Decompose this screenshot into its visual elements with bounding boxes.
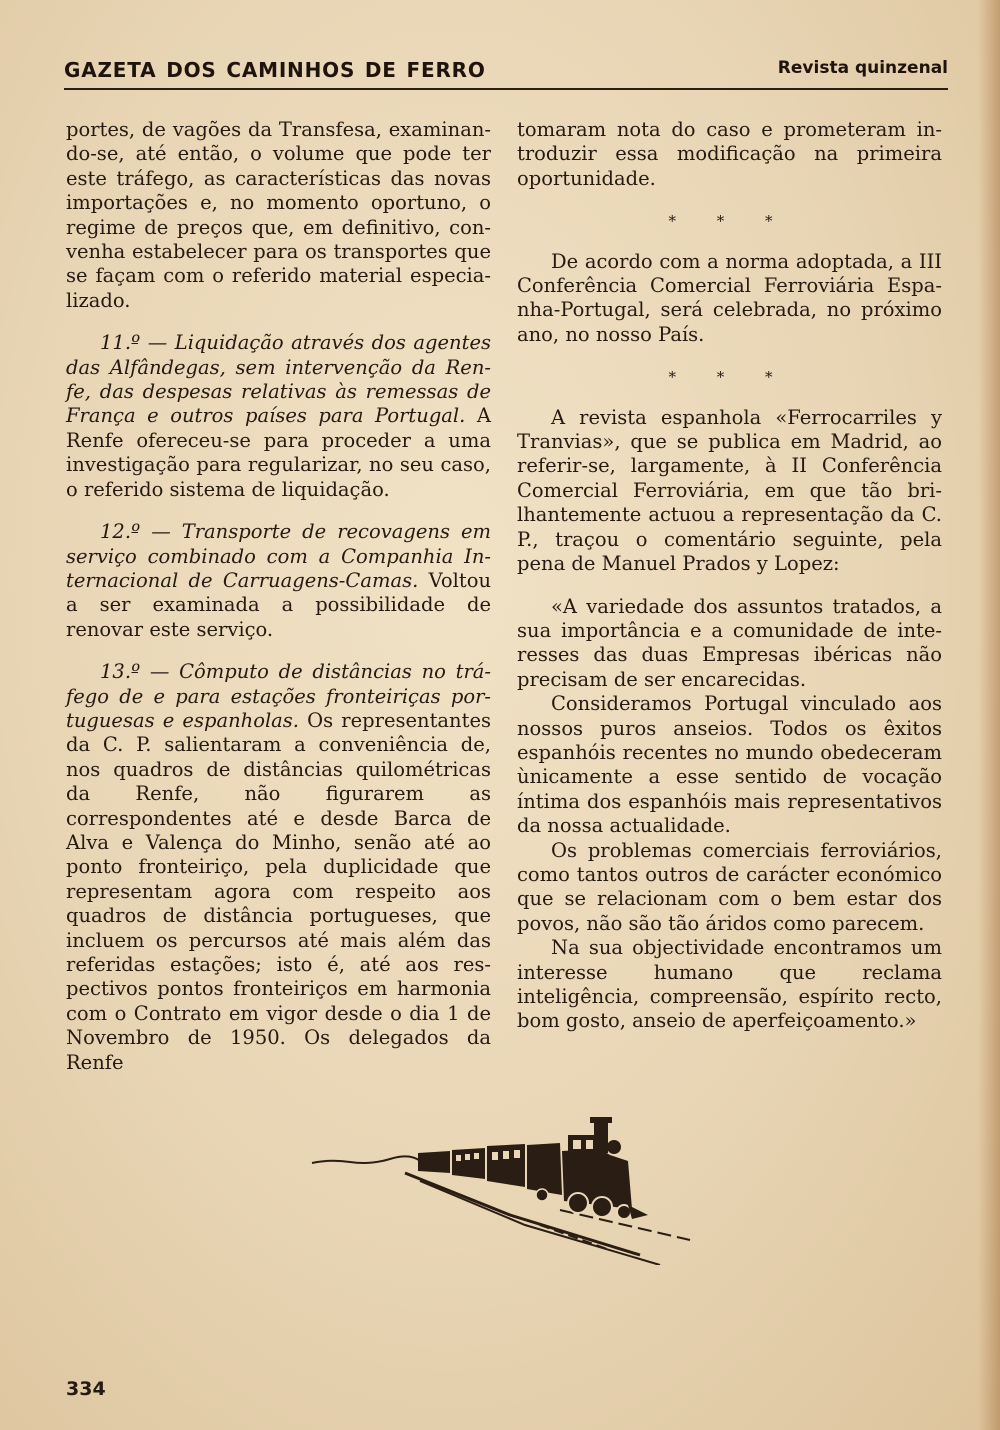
magazine-subtitle: Revista quinzenal bbox=[777, 58, 948, 78]
paragraph: portes, de vagões da Transfesa, examinando-se, até então, o volume que pode ter este tráfego, as características das novas importações e, no momento oportuno, o regime de preços que, em definitivo, convenha estabelecer para os transportes que se façam com o referido material especializado. bbox=[66, 118, 491, 312]
header-rule bbox=[64, 88, 948, 90]
quote-paragraph: Na sua objectividade encontramos um interesse humano que reclama inteligência, compreensão, espírito recto, bom gosto, anseio de aperfeiçoamento.» bbox=[517, 936, 942, 1033]
item-heading: 12.º — Transporte de recovagens em serviço combinado com a Companhia Internacional de Carruagens-Camas. bbox=[66, 520, 491, 592]
item-11 bbox=[66, 331, 491, 502]
section-separator: * * * bbox=[668, 212, 791, 231]
right-column bbox=[517, 118, 942, 1034]
page-edge-shadow bbox=[978, 0, 1000, 1430]
item-body: Voltou a ser examinada a possibilidade de renovar este serviço. bbox=[66, 568, 491, 641]
item-12 bbox=[66, 520, 491, 642]
section-separator: * * * bbox=[668, 368, 791, 387]
item-body: Os representantes da C. P. salientaram a conveniência de, nos quadros de distâncias quilométricas da Renfe, não figurarem as correspondentes até e desde Barca de Alva e Valença do Minho, senão até ao ponto fronteiriço, pela duplicidade que representam agora com respeito aos quadros de distância portugueses, que incluem os percursos até mais além das referidas estações; isto é, até aos respectivos pontos fronteiriços em harmonia com o Contrato em vigor desde o dia 1 de Novembro de 1950. Os delegados da Renfe bbox=[66, 708, 491, 1074]
magazine-title: GAZETA DOS CAMINHOS DE FERRO bbox=[64, 58, 486, 82]
paragraph: A revista espanhola «Ferrocarriles y Tranvias», que se publica em Madrid, ao referir-se, largamente, à II Conferência Comercial Ferroviária, em que tão brilhantemente actuou a representação da C. P., traçou o comentário seguinte, pela pena de Manuel Prados y Lopez: bbox=[517, 405, 942, 576]
item-heading: 13.º — Cômputo de distâncias no tráfego de e para estações fronteiriças portuguesas e espanholas. bbox=[66, 660, 491, 732]
paragraph: tomaram nota do caso e prometeram introduzir essa modificação na primeira oportunidade. bbox=[517, 118, 942, 190]
quote-paragraph: Os problemas comerciais ferroviários, como tantos outros de carácter económico que se relacionam com o bem estar dos povos, não são tão áridos como parecem. bbox=[517, 838, 942, 935]
item-13 bbox=[66, 660, 491, 1075]
paragraph: De acordo com a norma adoptada, a III Conferência Comercial Ferroviária Espanha-Portugal, será celebrada, no próximo ano, no nosso País. bbox=[517, 249, 942, 346]
steam-train-icon bbox=[310, 1115, 700, 1265]
item-heading: 11.º — Liquidação através dos agentes das Alfândegas, sem intervenção da Renfe, das despesas relativas às remessas de França e outros países para Portugal. bbox=[66, 331, 491, 428]
left-column bbox=[66, 118, 491, 1075]
quote-paragraph: Consideramos Portugal vinculado aos nossos puros anseios. Todos os êxitos espanhóis recentes no mundo obedeceram ùnicamente a esse sentido de vocação íntima dos espanhóis mais representativos da nossa actualidade. bbox=[517, 692, 942, 838]
quote-paragraph: «A variedade dos assuntos tratados, a sua importância e a comunidade de interesses das duas Empresas ibéricas não precisam de ser encarecidas. bbox=[517, 594, 942, 691]
page-number: 334 bbox=[66, 1378, 106, 1400]
item-body: A Renfe ofereceu-se para proceder a uma investigação para regularizar, no seu caso, o referido sistema de liquidação. bbox=[66, 404, 492, 501]
